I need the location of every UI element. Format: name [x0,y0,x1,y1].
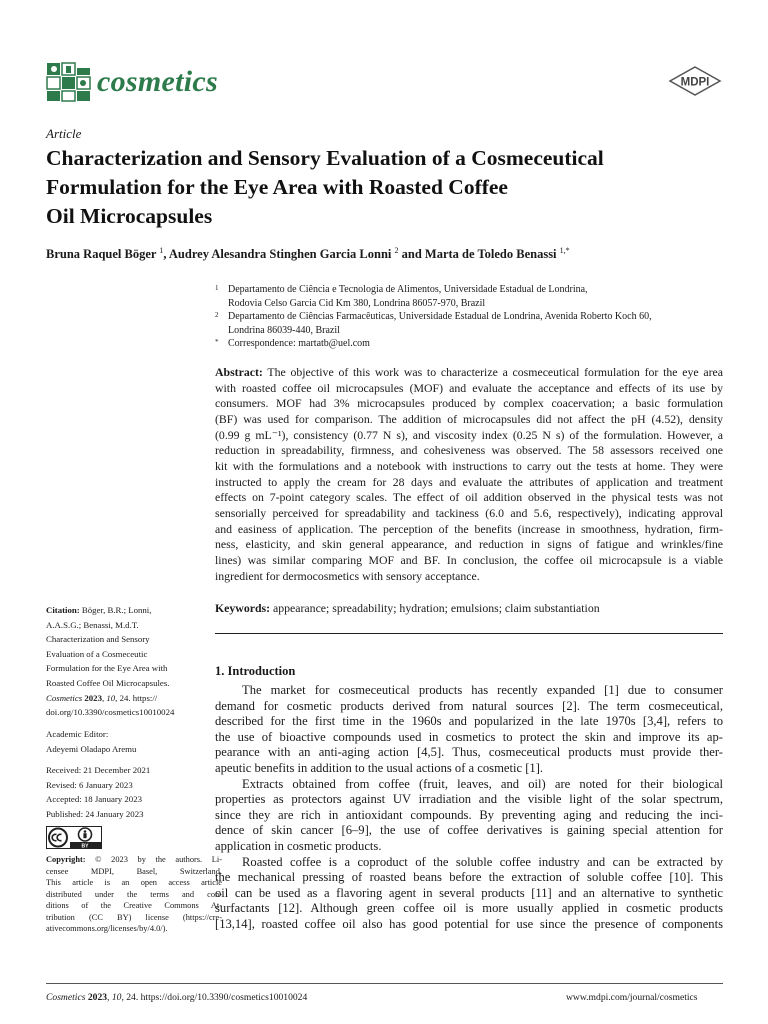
author-affiliation-mark: 2 [394,246,399,255]
copyright-notice: Copyright: © 2023 by the authors. Li- censee MDPI, Basel, Switzerland. This article is an open access article distributed under the terms and con- ditions of the Creative Commons At- tribution (CC BY) license (https://cre- ativecommons.org/licenses/by/4.0/). [46,855,222,933]
footer-journal-url[interactable]: www.mdpi.com/journal/cosmetics [566,992,698,1003]
journal-logo-icon [46,62,92,102]
revised-date: Revised: 6 January 2023 [46,779,133,790]
mdpi-logo-icon [668,66,722,96]
correspondence-mark: * [215,338,219,346]
editor-label: Academic Editor: [46,729,109,739]
introduction-body: The market for cosmeceutical products has recently expanded [1] due to consumer demand for cosmetic products derived from natural sources [2]. The term cosmeceutical, described for the first time in the 1960s and popularized in the late 1970s [3,4], refers to the use of bioactive compounds used in cosmetics to protect the skin and improve its ap- pearance with an anti-aging action [4,5]. Thus, cosmeceutical products must provide ther- apeutic benefits in addition to the usual actions of a cosmetic [1]. Extracts obtained from coffee (fruit, leaves, and oil) are noted for their biological properties as protectors against UV irradiation and the visible light of the solar spectrum, since they are rich in antioxidant compounds. By preventing aging and reducing the inci- dence of skin cancer [6–9], the use of coffee derivatives is gaining special attention for application in cosmetic products. Roasted coffee is a coproduct of the soluble coffee industry and can be extracted by the mechanical pressing of roasted beans before the extraction of soluble coffee [10]. This oil can be used as a flavoring agent in several products [11] and an alternative to synthetic surfactants [12]. Although green coffee oil is more usually applied in cosmetic products [13,14], roasted coffee oil also has good potential for use since the presence of components [215,683,723,931]
copyright-label: Copyright: [46,855,86,864]
abstract: Abstract: The objective of this work was to characterize a cosmeceutical formulation for the eye area with roasted coffee oil microcapsules (MOF) and evaluate the acceptance and effects of its use by consumers. MOF had 3% microcapsules produced by complex coacervation; a basic formulation (BF) was used for comparison. The addition of microcapsules did not affect the pH (4.52), density (0.99 g mL⁻¹), consistency (0.77 N s), and viscosity index (0.25 N s) of the formulation. However, a reduction in spreadability, firmness, and cohesiveness was observed. The 58 assessors received one kit with the formulations and a notebook with instructions to carry out the tests at home. They were instructed to apply the cream for 28 days and evaluate the attributes of application and treatment effects on 7-point category scales. The effect of oil addition observed in the physical tests was not sensorially perceived for spreadability and tackiness (6.0 and 5.6, respectively), indicating approval and easiness of application. The perception of the benefits (increase in smoothness, hydration, firm- ness, elasticity, and skin general appearance, and reduction in signs of fatigue and wrinkles/fine lines) was similar comparing MOF and BF. In conclusion, the coffee oil microcapsule is a viable ingredient for dermocosmetics with sensory acceptance. [215,365,723,583]
editor-name: Adeyemi Oladapo Aremu [46,743,137,754]
article-type: Article [46,126,82,141]
title-line: Formulation for the Eye Area with Roasted Coffee [46,175,508,199]
author-name: Audrey Alesandra Stinghen Garcia Lonni [168,247,392,262]
paper-title [46,144,726,231]
publisher-name: MDPI [680,76,710,89]
section-divider [215,633,723,634]
received-date: Received: 21 December 2021 [46,765,151,775]
paragraph-line: Extracts obtained from coffee (fruit, leaves, and oil) are noted for their biological [242,776,723,791]
journal-name: cosmetics [97,65,219,98]
affiliation-item: 2 Departamento de Ciências Farmacêuticas, Universidade Estadual de Londrina, Avenida Roberto Koch 60, Londrina 86039-440, Brazil [215,311,652,336]
correspondence-item: * Correspondence: martatb@uel.com [215,338,370,349]
author-affiliation-mark: 1 [159,246,164,255]
citation-label: Citation: [46,605,80,615]
affiliations [215,283,652,351]
abstract-label: Abstract: [215,365,263,379]
publication-dates [46,763,206,821]
cc-by-icon[interactable] [46,826,102,849]
author-name: Marta de Toledo Benassi [424,247,557,262]
accepted-date: Accepted: 18 January 2023 [46,794,143,805]
affiliation-mark: 2 [215,311,219,319]
affiliation-item: 1 Departamento de Ciência e Tecnologia de Alimentos, Universidade Estadual de Londrina, Rodovia Celso Garcia Cid Km 380, Londrina 86057-970, Brazil [215,284,588,309]
author-name: Bruna Raquel Böger [46,247,157,262]
author-list: Bruna Raquel Böger $^1$, Audrey Alesandra Stinghen Garcia Lonni $^2$ and Marta de Toledo Benassi $^{1,*}$ [46,246,570,262]
academic-editor [46,727,206,756]
keywords [215,601,600,616]
keywords-label: Keywords: [215,601,271,615]
svg-text:BY: BY [81,843,89,849]
paragraph-line: The market for cosmeceutical products has recently expanded [1] due to consumer [242,683,723,697]
citation-block: Citation: Böger, B.R.; Lonni, A.A.S.G.; Benassi, M.d.T. Characterization and Sensory Evaluation of a Cosmeceutic Formulation for the Eye Area with Roasted Coffee Oil Microcapsules. Cosmetics 2023, 10, 24. https:// doi.org/10.3390/cosmetics10010024 [46,603,206,720]
title-line: Oil Microcapsules [46,204,213,228]
keywords-text: appearance; spreadability; hydration; emulsions; claim substantiation [270,601,600,615]
section-heading-introduction: 1. Introduction [215,664,296,678]
title-line: Characterization and Sensory Evaluation of a Cosmeceutical [46,146,604,170]
citation-doi-link[interactable]: doi.org/10.3390/cosmetics10010024 [46,707,175,718]
published-date: Published: 24 January 2023 [46,808,144,819]
footer-citation: Cosmetics 2023, 10, 24. https://doi.org/10.3390/cosmetics10010024 [46,992,308,1003]
footer-divider [46,983,723,984]
affiliation-mark: 1 [215,284,219,292]
paragraph-line: Roasted coffee is a coproduct of the soluble coffee industry and can be extracted by [242,854,723,869]
author-affiliation-mark: 1,* [559,246,570,255]
